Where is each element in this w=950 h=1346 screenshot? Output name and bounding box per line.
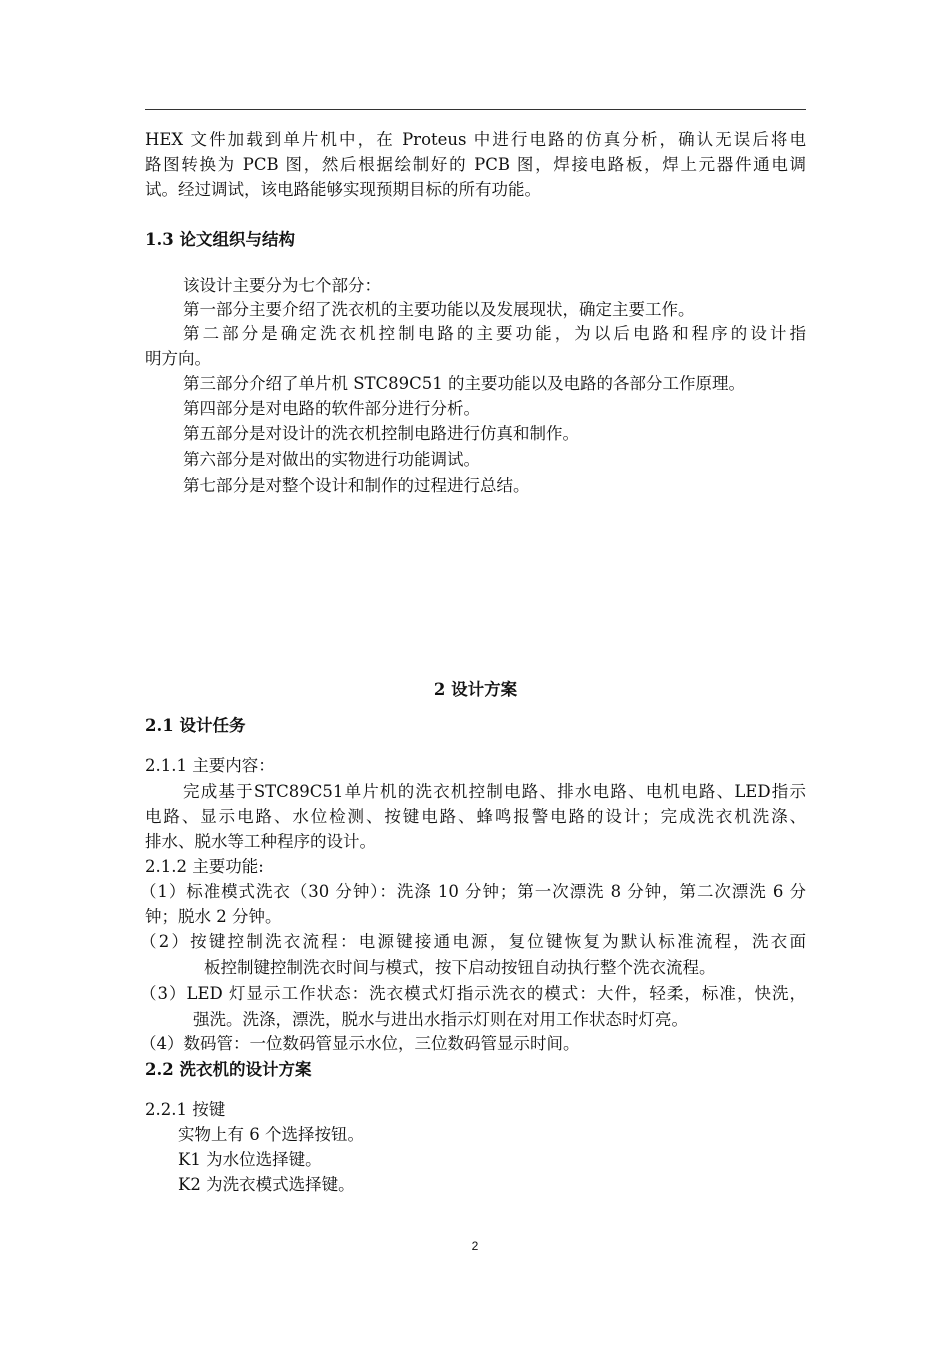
- para-line: 电路、显示电路、水位检测、按键电路、蜂鸣报警电路的设计；完成洗衣机洗涤、: [145, 807, 806, 826]
- para-line: K2 为洗衣模式选择键。: [178, 1175, 355, 1194]
- para-line: 完成基于STC89C51单片机的洗衣机控制电路、排水电路、电机电路、LED指示: [183, 782, 806, 801]
- para-line: 第四部分是对电路的软件部分进行分析。: [183, 399, 480, 418]
- list-item: （1）标准模式洗衣（30 分钟）：洗涤 10 分钟；第一次漂洗 8 分钟，第二次漂洗 6 分: [140, 882, 806, 901]
- subsection-heading-2-2-1: 2.2.1 按键: [145, 1100, 226, 1119]
- para-line: 第三部分介绍了单片机 STC89C51 的主要功能以及电路的各部分工作原理。: [183, 374, 746, 393]
- chapter-title: 2 设计方案: [433, 680, 518, 699]
- para-line: 第五部分是对设计的洗衣机控制电路进行仿真和制作。: [183, 424, 579, 443]
- para-line: 第七部分是对整个设计和制作的过程进行总结。: [183, 476, 530, 495]
- list-item: （2）按键控制洗衣流程：电源键接通电源，复位键恢复为默认标准流程，洗衣面: [140, 932, 806, 951]
- list-item-cont: 板控制键控制洗衣时间与模式，按下启动按钮自动执行整个洗衣流程。: [204, 958, 716, 977]
- para-line: 明方向。: [145, 349, 211, 368]
- list-item-cont: 强洗。洗涤，漂洗，脱水与进出水指示灯则在对用工作状态时灯亮。: [193, 1010, 688, 1029]
- list-item: （4）数码管：一位数码管显示水位，三位数码管显示时间。: [140, 1034, 580, 1053]
- para-line: 实物上有 6 个选择按钮。: [178, 1125, 364, 1144]
- para-line: 排水、脱水等工种程序的设计。: [145, 832, 376, 851]
- list-item: （3）LED 灯显示工作状态：洗衣模式灯指示洗衣的模式：大件，轻柔，标准，快洗，: [140, 984, 806, 1003]
- section-heading-2-2: 2.2 洗衣机的设计方案: [145, 1060, 312, 1079]
- subsection-heading-2-1-1: 2.1.1 主要内容：: [145, 756, 275, 775]
- para-line: K1 为水位选择键。: [178, 1150, 322, 1169]
- section-heading-1-3: 1.3 论文组织与结构: [145, 230, 295, 249]
- list-item-cont: 钟；脱水 2 分钟。: [145, 907, 282, 926]
- subsection-heading-2-1-2: 2.1.2 主要功能:: [145, 857, 264, 876]
- header-rule: [145, 109, 806, 110]
- page-number: 2: [471, 1239, 479, 1253]
- para-line: 试。经过调试，该电路能够实现预期目标的所有功能。: [145, 180, 541, 199]
- para-line: HEX 文件加载到单片机中，在 Proteus 中进行电路的仿真分析，确认无误后将电: [145, 130, 806, 149]
- para-line: 该设计主要分为七个部分：: [183, 276, 381, 295]
- section-heading-2-1: 2.1 设计任务: [145, 716, 246, 735]
- para-line: 第二部分是确定洗衣机控制电路的主要功能，为以后电路和程序的设计指: [183, 324, 806, 343]
- para-line: 第六部分是对做出的实物进行功能调试。: [183, 450, 480, 469]
- para-line: 路图转换为 PCB 图，然后根据绘制好的 PCB 图，焊接电路板，焊上元器件通电调: [145, 155, 806, 174]
- para-line: 第一部分主要介绍了洗衣机的主要功能以及发展现状，确定主要工作。: [183, 300, 695, 319]
